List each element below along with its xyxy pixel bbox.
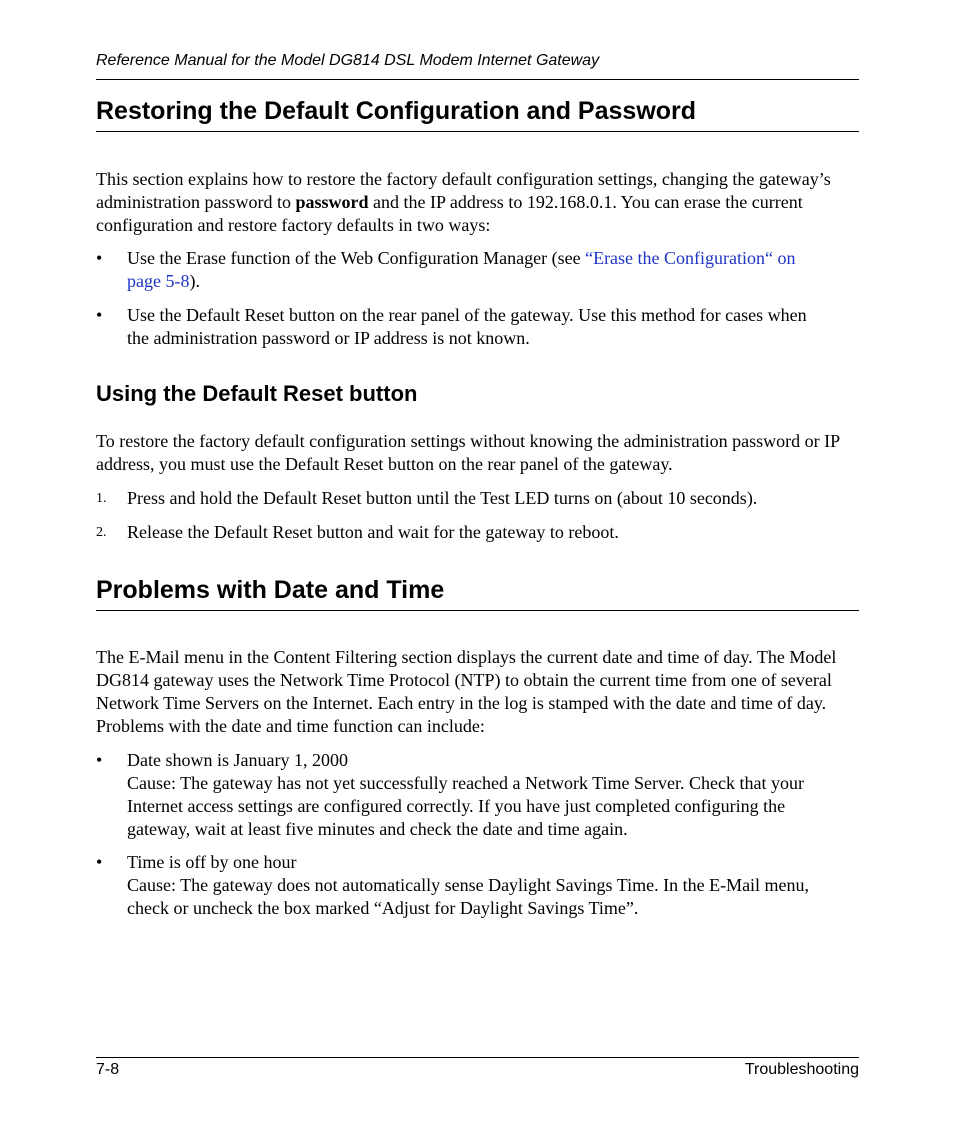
chapter-name: Troubleshooting bbox=[744, 1061, 859, 1078]
document-page bbox=[96, 0, 859, 1145]
section-rule bbox=[96, 131, 859, 132]
section-heading-restoring-defaults: Restoring the Default Configuration and Password bbox=[96, 97, 697, 125]
step-number: 2. bbox=[96, 525, 107, 540]
default-password-bold: password bbox=[295, 192, 369, 212]
bullet-marker: • bbox=[96, 248, 103, 268]
section1-intro-paragraph: This section explains how to restore the factory default configuration settings, changing the gateway’s administration password to password and the IP address to 192.168.0.1. You can erase the current configuration and restore factory defaults in two ways: bbox=[96, 169, 831, 235]
running-header: Reference Manual for the Model DG814 DSL Modem Internet Gateway bbox=[96, 52, 600, 69]
list-item-time-off: • Time is off by one hour Cause: The gateway does not automatically sense Daylight Savings Time. In the E-Mail menu, check or uncheck the box marked “Adjust for Daylight Savings Time”. bbox=[96, 851, 859, 920]
bullet-marker: • bbox=[96, 305, 103, 325]
section-heading-date-time: Problems with Date and Time bbox=[96, 576, 445, 604]
page-reference-link[interactable]: page 5-8 bbox=[127, 271, 190, 291]
section3-intro-paragraph: The E-Mail menu in the Content Filtering section displays the current date and time of day. The Model DG814 gateway uses the Network Time Protocol (NTP) to obtain the current time from one of several Network Time Servers on the Internet. Each entry in the log is stamped with the date and time of day. Problems with the date and time function can include: bbox=[96, 647, 837, 736]
step-item-2: 2. Release the Default Reset button and wait for the gateway to reboot. bbox=[96, 522, 619, 542]
section-rule bbox=[96, 610, 859, 611]
step-item-1: 1. Press and hold the Default Reset button until the Test LED turns on (about 10 seconds). bbox=[96, 488, 758, 508]
header-rule bbox=[96, 79, 859, 80]
bullet-marker: • bbox=[96, 750, 103, 770]
list-item-date-january: • Date shown is January 1, 2000 Cause: The gateway has not yet successfully reached a Network Time Server. Check that your Internet access settings are configured correctly. If you have just completed configuring the gateway, wait at least five minutes and check the date and time again. bbox=[96, 749, 859, 841]
bullet-marker: • bbox=[96, 852, 103, 872]
problem-title: Date shown is January 1, 2000 bbox=[127, 750, 348, 770]
section2-intro-paragraph: To restore the factory default configuration settings without knowing the administration password or IP address, you must use the Default Reset button on the rear panel of the gateway. bbox=[96, 431, 840, 474]
page-number: 7-8 bbox=[96, 1061, 120, 1078]
subsection-heading-default-reset: Using the Default Reset button bbox=[96, 381, 418, 406]
footer-rule bbox=[96, 1057, 859, 1058]
erase-configuration-link[interactable]: “Erase the Configuration“ on bbox=[585, 248, 796, 268]
list-item-default-reset: • Use the Default Reset button on the rear panel of the gateway. Use this method for cases when the administration password or IP address is not known. bbox=[96, 305, 807, 348]
list-item-erase-function: • Use the Erase function of the Web Configuration Manager (see “Erase the Configuration“ on page 5-8). bbox=[96, 248, 796, 291]
problem-title: Time is off by one hour bbox=[127, 852, 297, 872]
step-number: 1. bbox=[96, 491, 107, 506]
